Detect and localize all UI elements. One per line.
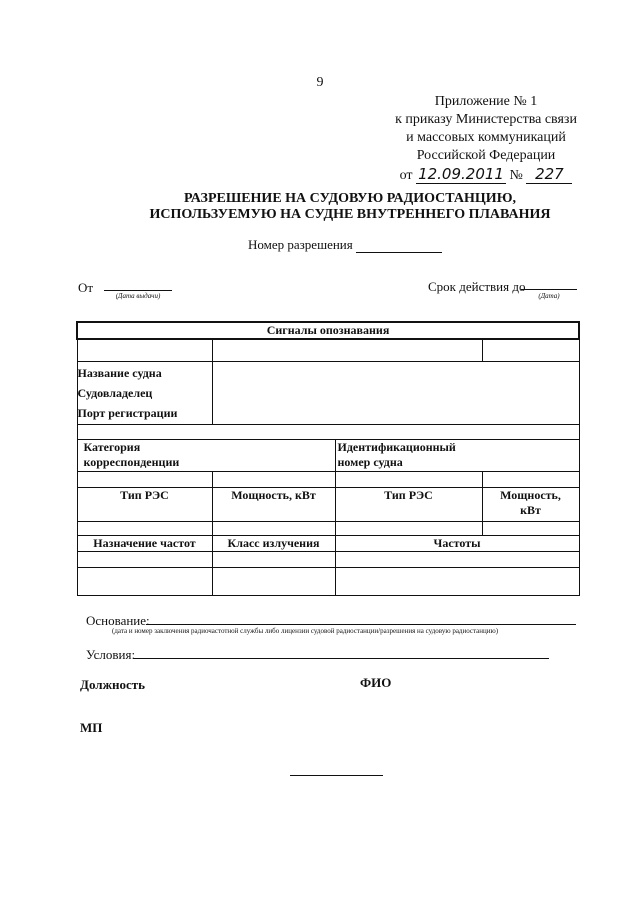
full-name-label: ФИО bbox=[360, 675, 392, 690]
issue-date-field[interactable] bbox=[104, 278, 172, 291]
freq-value-cell[interactable] bbox=[212, 551, 335, 567]
table-row bbox=[77, 487, 579, 521]
vessel-id-label-line: Идентификационный bbox=[337, 439, 456, 454]
category-value-cell[interactable] bbox=[77, 471, 212, 487]
title-line: РАЗРЕШЕНИЕ НА СУДОВУЮ РАДИОСТАНЦИЮ, bbox=[184, 191, 516, 206]
permit-number bbox=[248, 237, 442, 253]
table-row bbox=[77, 551, 579, 567]
table-row bbox=[77, 471, 579, 487]
issue-date-caption: (Дата выдачи) bbox=[115, 292, 161, 300]
call-signs-header: Сигналы опознавания bbox=[77, 322, 579, 339]
position-label: Должность bbox=[80, 677, 146, 692]
res-type-header-2: Тип РЭС bbox=[335, 487, 482, 521]
vessel-id-value-cell[interactable] bbox=[335, 471, 482, 487]
vessel-labels-cell bbox=[77, 361, 212, 424]
res-value-cell[interactable] bbox=[77, 521, 212, 535]
order-number: 227 bbox=[526, 165, 572, 184]
appendix-line: и массовых коммуникаций bbox=[406, 130, 566, 145]
permit-number-label: Номер разрешения bbox=[248, 237, 353, 252]
appendix-order-line bbox=[376, 165, 596, 185]
order-from-label: от bbox=[399, 168, 413, 183]
basis-label: Основание: bbox=[86, 613, 150, 628]
owner-label: Судовладелец bbox=[77, 385, 153, 400]
vessel-id-value-cell[interactable] bbox=[482, 471, 579, 487]
appendix-line: Российской Федерации bbox=[416, 148, 556, 163]
validity-label: Срок действия до bbox=[428, 279, 526, 294]
emission-class-header: Класс излучения bbox=[212, 535, 335, 551]
table-row bbox=[77, 339, 579, 361]
freq-purpose-header: Назначение частот bbox=[77, 535, 212, 551]
title-line: ИСПОЛЬЗУЕМУЮ НА СУДНЕ ВНУТРЕННЕГО ПЛАВАНИЯ bbox=[149, 207, 551, 222]
freq-value-cell[interactable] bbox=[77, 551, 212, 567]
page-number: 9 bbox=[316, 75, 324, 90]
res-value-cell[interactable] bbox=[335, 521, 482, 535]
power-header: Мощность, кВт bbox=[212, 487, 335, 521]
end-rule bbox=[290, 775, 383, 776]
frequencies-header: Частоты bbox=[335, 535, 579, 551]
vessel-id-label-line: номер судна bbox=[337, 454, 403, 469]
vessel-info-cell[interactable] bbox=[212, 361, 579, 424]
table-row bbox=[77, 361, 579, 424]
freq-value-cell[interactable] bbox=[335, 567, 579, 595]
power-header-2 bbox=[482, 487, 579, 521]
seal-label: МП bbox=[80, 720, 103, 735]
table-row bbox=[77, 535, 579, 551]
validity-date-field[interactable] bbox=[521, 277, 577, 290]
appendix-line: Приложение № 1 bbox=[434, 94, 538, 109]
basis-field[interactable] bbox=[146, 612, 576, 625]
vessel-name-label: Название судна bbox=[77, 365, 162, 380]
validity-date-caption: (Дата) bbox=[538, 292, 560, 300]
table-row bbox=[77, 322, 579, 339]
table-row bbox=[77, 439, 579, 471]
appendix-header bbox=[376, 93, 596, 185]
table-row bbox=[77, 424, 579, 439]
freq-value-cell[interactable] bbox=[77, 567, 212, 595]
res-value-cell[interactable] bbox=[212, 521, 335, 535]
table-row bbox=[77, 567, 579, 595]
issue-from-label: От bbox=[78, 280, 94, 295]
freq-value-cell[interactable] bbox=[212, 567, 335, 595]
call-sign-cell[interactable] bbox=[482, 339, 579, 361]
power-header-line: кВт bbox=[520, 502, 541, 517]
res-value-cell[interactable] bbox=[482, 521, 579, 535]
permit-form-table bbox=[76, 321, 580, 596]
category-label-line: Категория bbox=[83, 439, 141, 454]
permit-number-field[interactable] bbox=[356, 240, 442, 253]
call-sign-cell[interactable] bbox=[212, 339, 482, 361]
conditions-field[interactable] bbox=[133, 646, 549, 659]
appendix-line: к приказу Министерства связи bbox=[395, 112, 577, 127]
order-date: 12.09.2011 bbox=[416, 165, 506, 184]
port-label: Порт регистрации bbox=[77, 405, 178, 420]
power-header-line: Мощность, bbox=[500, 487, 561, 502]
category-value-cell[interactable] bbox=[212, 471, 335, 487]
freq-value-cell[interactable] bbox=[335, 551, 579, 567]
order-number-label: № bbox=[509, 168, 523, 183]
spacer-cell bbox=[77, 424, 579, 439]
res-type-header: Тип РЭС bbox=[77, 487, 212, 521]
call-sign-cell[interactable] bbox=[77, 339, 212, 361]
basis-caption: (дата и номер заключения радиочастотной службы либо лицензии судовой радиостанции/разрешения на судовую радиостанцию) bbox=[112, 627, 499, 635]
category-label bbox=[77, 439, 335, 471]
conditions-label: Условия: bbox=[86, 647, 136, 662]
table-row bbox=[77, 521, 579, 535]
vessel-id-label bbox=[335, 439, 579, 471]
document-title bbox=[0, 191, 640, 223]
category-label-line: корреспонденции bbox=[83, 454, 180, 469]
